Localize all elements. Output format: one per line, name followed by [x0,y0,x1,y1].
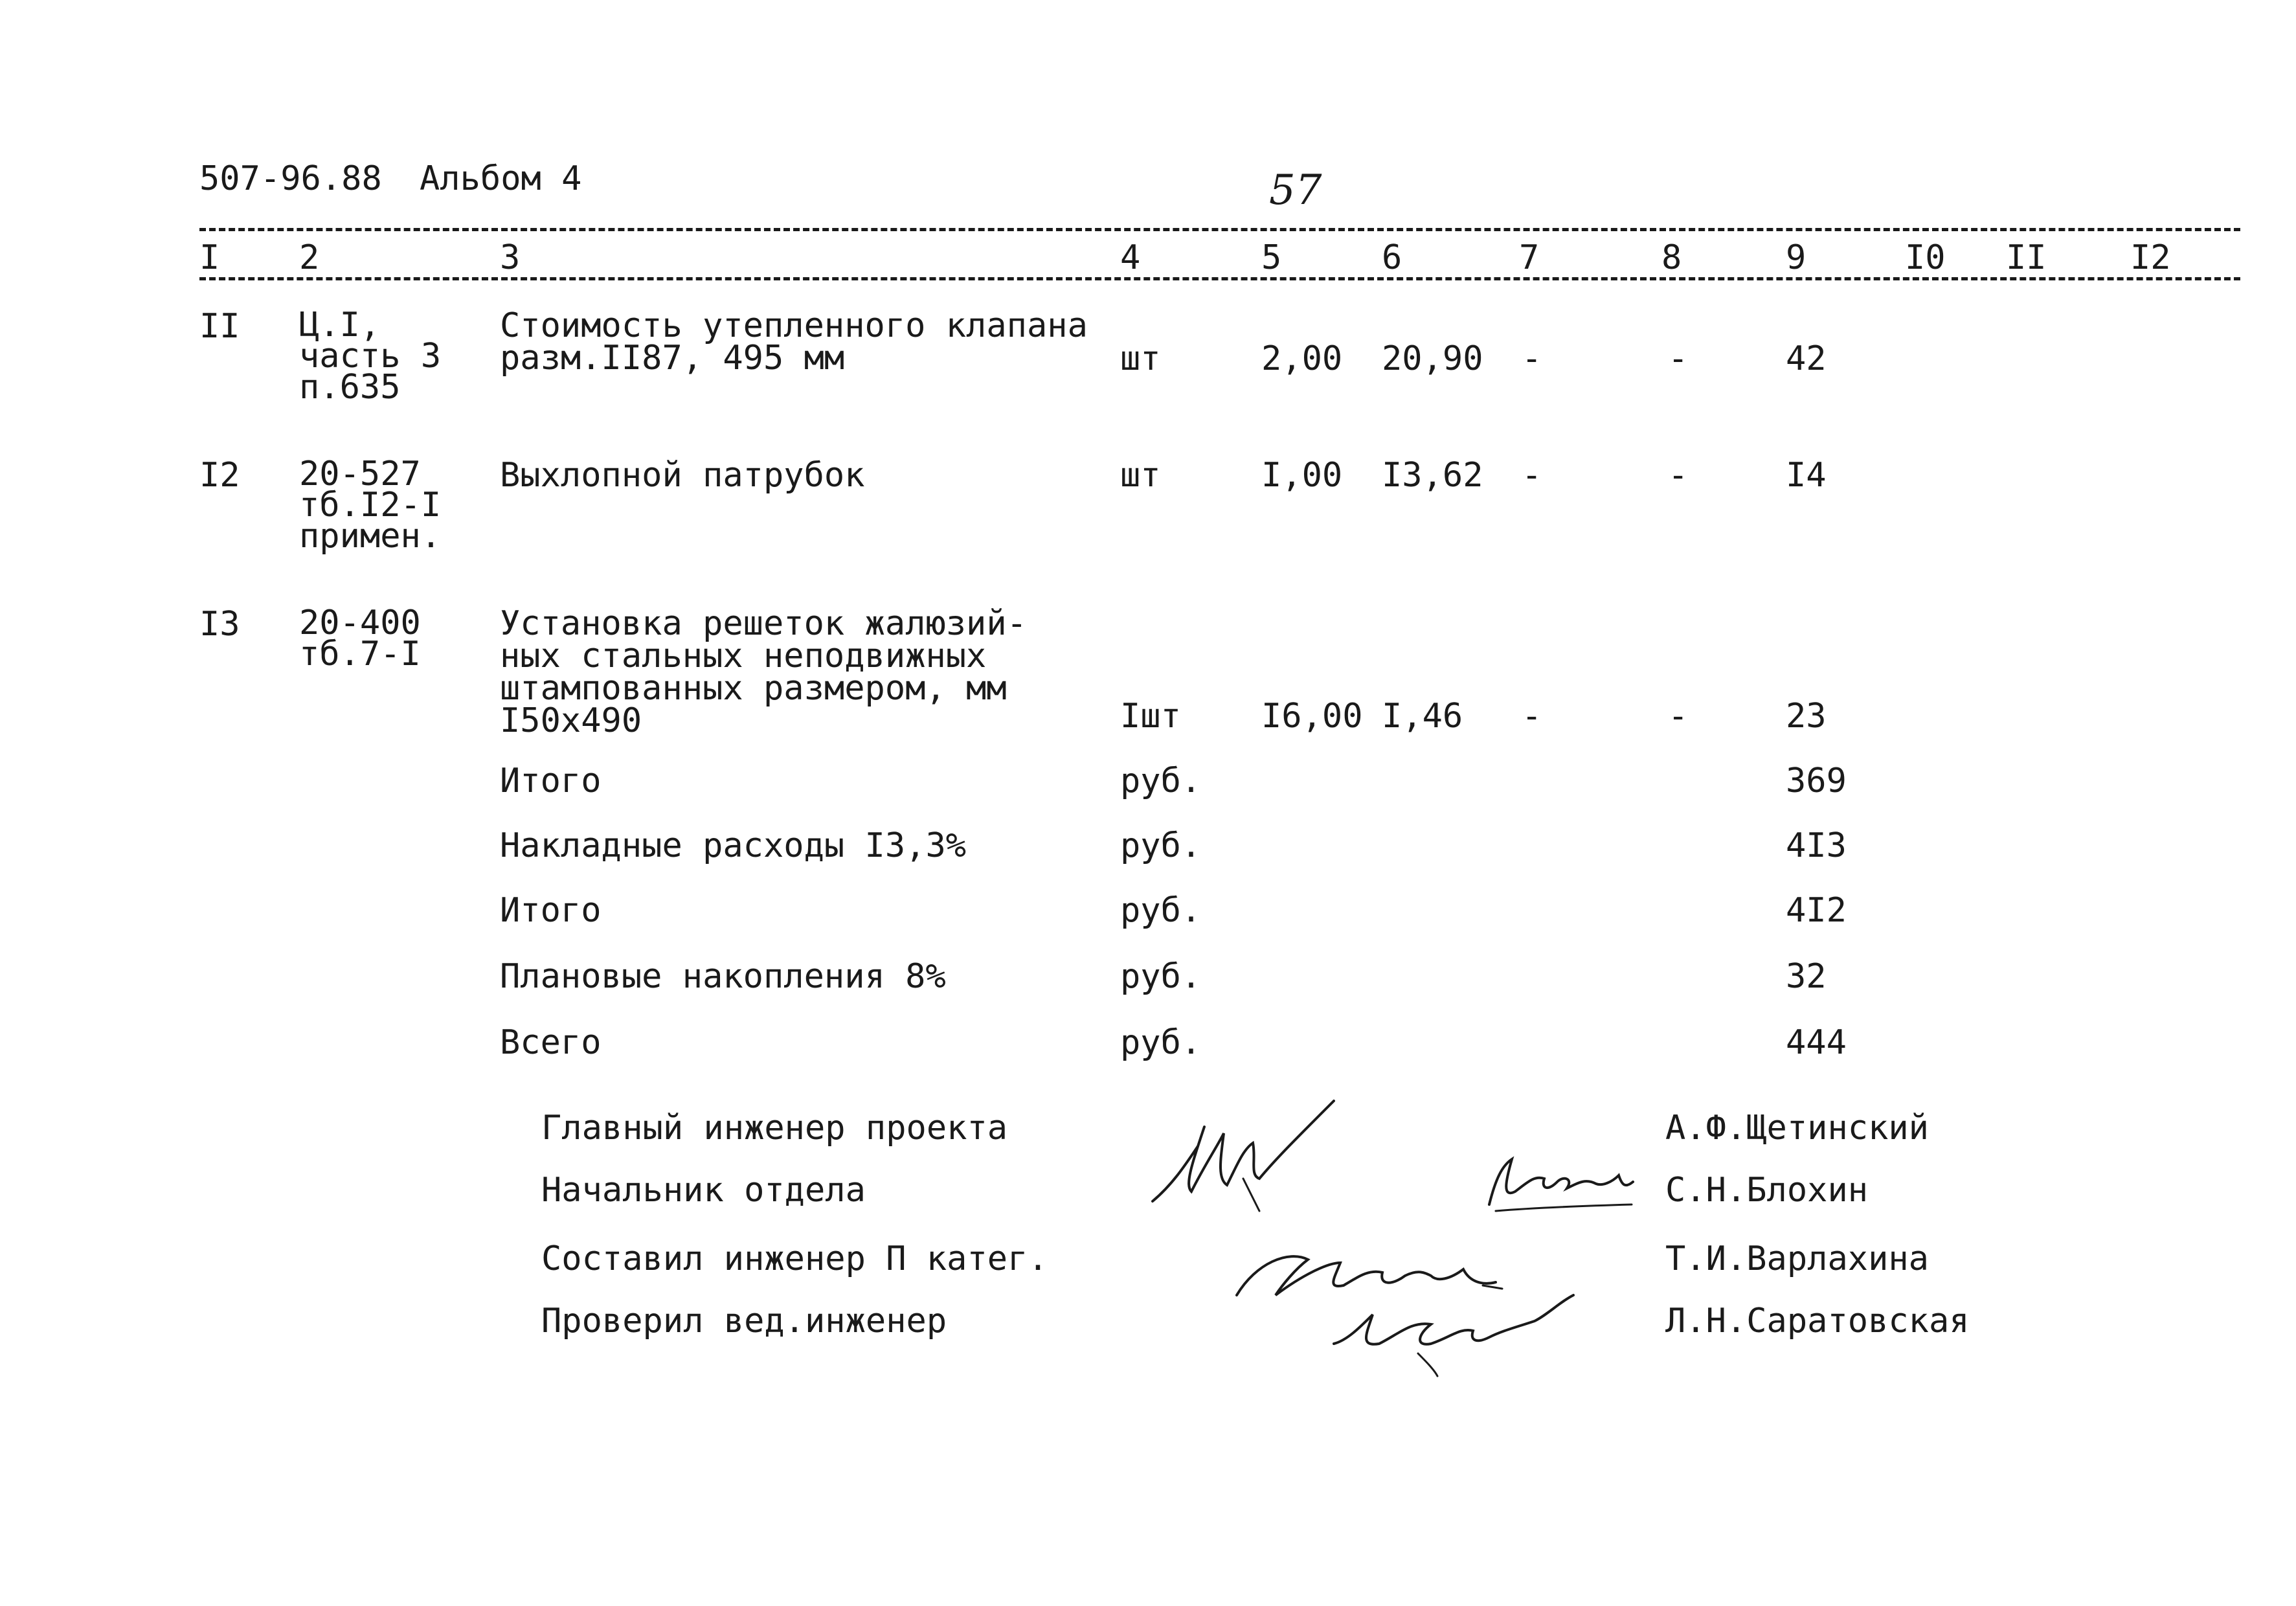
row-I3-ref-line: 20-400 [299,604,421,642]
row-I2-desc-line: Выхлопной патрубок [500,456,865,495]
col-header-10: I0 [1905,238,1946,277]
summary-value: 32 [1786,957,1827,996]
signature-name: С.Н.Блохин [1665,1171,1869,1210]
summary-label: Плановые накопления 8% [500,957,946,996]
col-header-7: 7 [1519,238,1540,277]
row-II-ref-line: часть 3 [299,337,442,376]
summary-unit: руб. [1120,1023,1202,1062]
signature-role: Главный инженер проекта [541,1109,1008,1148]
row-I3-ref-line: тб.7-I [299,635,421,673]
summary-label: Всего [500,1023,602,1062]
col-header-2: 2 [299,238,320,277]
row-I2-desc [500,456,865,495]
row-I3-unit: Iшт [1120,697,1181,736]
row-II-ref [299,306,442,407]
summary-unit: руб. [1120,891,1202,930]
doc-code: 507-96.88 [199,159,382,198]
handwritten-signature-checker [1321,1282,1580,1379]
col-header-5: 5 [1261,238,1282,277]
row-I2-ref-line: примен. [299,517,442,556]
row-I3-col7: - [1522,697,1542,736]
signature-name: А.Ф.Щетинский [1665,1109,1929,1148]
row-I2-col7: - [1522,456,1542,495]
row-II-ref-line: Ц.I, [299,306,381,345]
summary-label: Накладные расходы I3,3% [500,826,967,865]
summary-value: 444 [1786,1023,1847,1062]
row-II-col8: - [1668,339,1689,378]
row-I3-col8: - [1668,697,1689,736]
row-II-unit: шт [1120,339,1161,378]
row-II-ref-line: п.635 [299,368,401,407]
summary-label: Итого [500,891,602,930]
row-I3-qty: I6,00 [1261,697,1363,736]
col-header-1: I [199,238,220,277]
col-header-12: I2 [2130,238,2171,277]
row-I2-total: I4 [1786,456,1827,495]
summary-unit: руб. [1120,762,1202,800]
signature-name: Л.Н.Саратовская [1665,1302,1970,1340]
row-II-desc-line: разм.II87, 495 мм [500,339,845,378]
handwritten-signature-chief-engineer [1146,1088,1353,1217]
row-I3-desc [500,604,1027,740]
row-I3-desc-line: Установка решеток жалюзий- [500,604,1027,643]
row-II-price: 20,90 [1382,339,1483,378]
row-I2-price: I3,62 [1382,456,1483,495]
handwritten-signature-dept-head [1483,1146,1638,1217]
row-II-desc [500,306,1088,378]
row-I3-price: I,46 [1382,697,1463,736]
row-I3-desc-line: штампованных размером, мм [500,669,1007,708]
signature-role: Проверил вед.инженер [541,1302,947,1340]
row-I3-desc-line: ных стальных неподвижных [500,637,987,675]
row-I2-ref [299,455,442,556]
row-I3-desc-line: I50х490 [500,701,642,740]
row-I2-unit: шт [1120,456,1161,495]
album-label: Альбом 4 [420,159,582,198]
col-header-8: 8 [1661,238,1682,277]
signature-role: Начальник отдела [541,1171,866,1210]
summary-value: 4I3 [1786,826,1847,865]
col-header-11: II [2006,238,2047,277]
row-II-qty: 2,00 [1261,339,1343,378]
row-II-num: II [199,307,240,346]
row-I2-col8: - [1668,456,1689,495]
summary-label: Итого [500,762,602,800]
row-I2-num: I2 [199,456,240,495]
row-I3-total: 23 [1786,697,1827,736]
row-I2-ref-line: тб.I2-I [299,486,442,525]
summary-value: 369 [1786,762,1847,800]
row-I3-ref [299,604,421,673]
col-header-4: 4 [1120,238,1141,277]
summary-unit: руб. [1120,957,1202,996]
header-rule-bottom [199,277,2240,280]
signature-role: Составил инженер П катег. [541,1239,1048,1278]
row-I2-qty: I,00 [1261,456,1343,495]
row-II-total: 42 [1786,339,1827,378]
summary-unit: руб. [1120,826,1202,865]
col-header-9: 9 [1786,238,1806,277]
row-I3-num: I3 [199,605,240,644]
header-rule-top [199,228,2240,231]
col-header-3: 3 [500,238,521,277]
col-header-6: 6 [1382,238,1402,277]
page-number: 57 [1269,166,1322,214]
row-II-desc-line: Стоимость утепленного клапана [500,306,1088,345]
signature-name: Т.И.Варлахина [1665,1239,1929,1278]
summary-value: 4I2 [1786,891,1847,930]
row-I2-ref-line: 20-527 [299,455,421,493]
row-II-col7: - [1522,339,1542,378]
